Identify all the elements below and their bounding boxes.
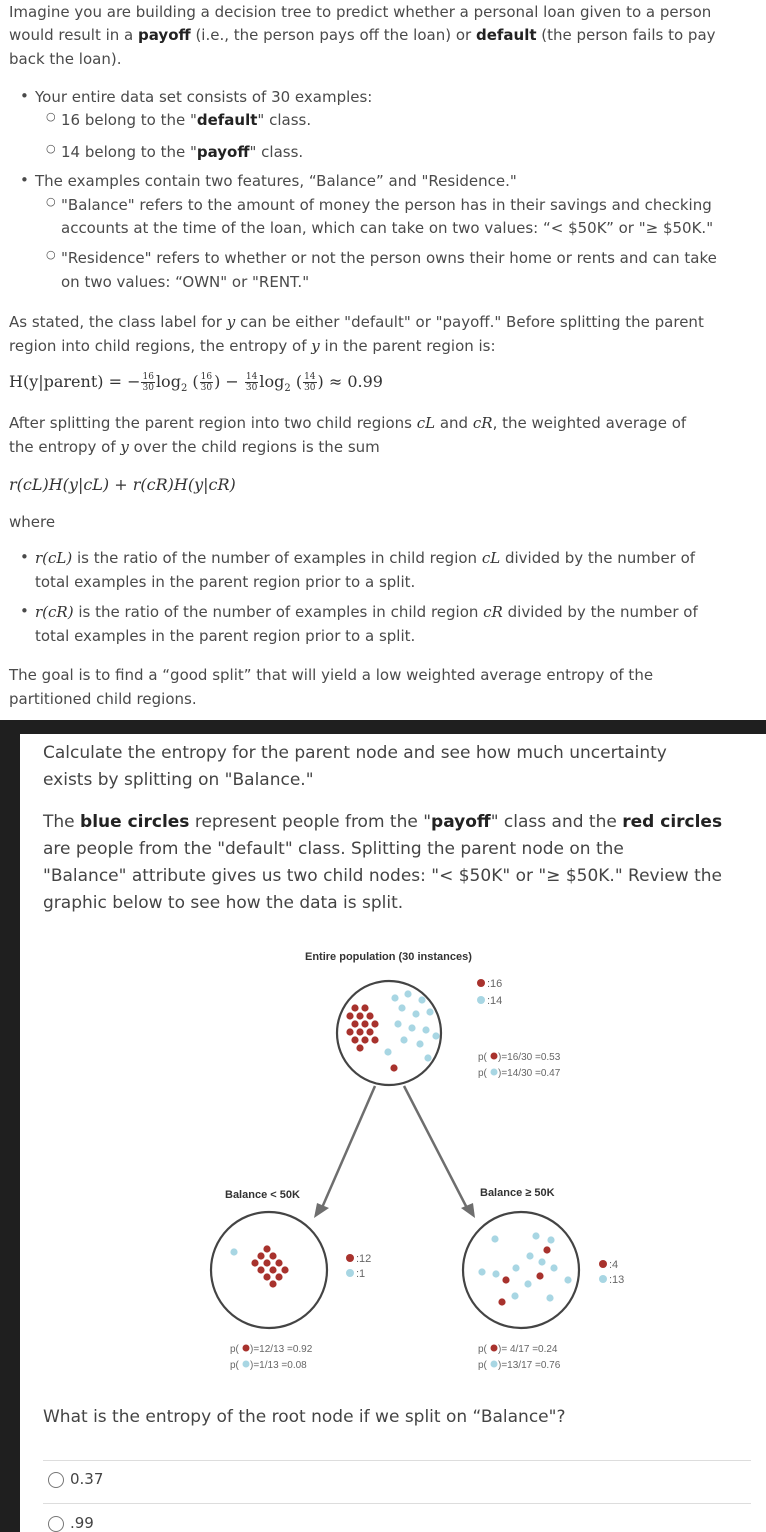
root-payoff-dot [408,1024,415,1031]
bullet-dot: • [20,548,29,566]
right-default-dot [502,1276,509,1283]
root-blue-count: :14 [487,995,503,1007]
right-payoff-dot [564,1276,571,1283]
root-p-red-dot [491,1053,498,1060]
right-payoff-dot [550,1264,557,1271]
option-label: .99 [70,1514,94,1532]
left-default-dot [275,1273,282,1280]
def-rcr-l2: total examples in the parent region prior to a split. [35,627,416,645]
sub-bullet: ○ [46,110,56,123]
goal-line-2: partitioned child regions. [9,690,197,708]
left-payoff-dot [230,1248,237,1255]
right-split-label: Balance ≥ 50K [480,1187,555,1199]
bullet-balance-l1: "Balance" refers to the amount of money the person has in their savings and checking [61,196,712,214]
root-default-dot [390,1064,397,1071]
root-payoff-dot [432,1032,439,1039]
def-rcr-l1: r(cR) is the ratio of the number of examples in child region cR divided by the number of [35,603,698,621]
section-divider [0,720,766,734]
bullet-payoff-count: 14 belong to the "payoff" class. [61,143,304,161]
card-legend-l1: The blue circles represent people from the "payoff" class and the red circles [43,812,723,832]
root-p-red-prefix: p( [478,1052,487,1063]
bullet-balance-l2: accounts at the time of the loan, which can take on two values: “< $50K” or "≥ $50K." [61,219,714,237]
formula-parent-entropy: H(y|parent) = − $\frac{16}{30}$ $\log_2$ ( $\frac{16}{30}$ ) − $\frac{14}{30}$ $\log_2$ ( $\frac{14}{30}$ ) ≈ 0.99 [9,372,383,395]
edge-left [321,1086,375,1210]
legend-red-dot [477,979,485,987]
left-blue-count: :1 [356,1268,366,1280]
left-p-red-prefix: p( [230,1344,239,1355]
arrow-right [461,1203,475,1218]
formula-weighted-entropy: r(cL)H(y|cL) + r(cR)H(y|cR) [9,475,236,494]
bullet-default-count: 16 belong to the "default" class. [61,111,312,129]
right-default-dot [543,1246,550,1253]
root-default-dot [361,1036,368,1043]
right-payoff-dot [491,1235,498,1242]
para-split-l2: the entropy of y over the child regions is the sum [9,438,380,456]
right-payoff-dot [532,1232,539,1239]
left-split-label: Balance < 50K [225,1189,300,1201]
root-default-dot [356,1028,363,1035]
para-class-label-l2: region into child regions, the entropy of y in the parent region is: [9,337,496,355]
left-legend-red-dot [346,1254,354,1262]
right-default-dot [536,1272,543,1279]
right-p-blue: )=13/17 =0.76 [498,1360,561,1371]
root-p-blue-prefix: p( [478,1068,487,1079]
bullet-dataset: Your entire data set consists of 30 examples: [35,88,373,106]
root-payoff-dot [418,996,425,1003]
sub-bullet: ○ [46,248,56,261]
right-p-red: )= 4/17 =0.24 [498,1344,558,1355]
left-p-blue: )=1/13 =0.08 [250,1360,307,1371]
root-default-dot [351,1004,358,1011]
right-payoff-dot [511,1292,518,1299]
root-p-blue-dot [491,1069,498,1076]
root-default-dot [371,1020,378,1027]
where-label: where [9,513,56,531]
root-payoff-dot [404,990,411,997]
root-payoff-dot [412,1010,419,1017]
root-payoff-dot [416,1040,423,1047]
sub-bullet: ○ [46,195,56,208]
right-blue-count: :13 [609,1274,625,1286]
card-left-border [0,720,20,1532]
bullet-dot: • [20,87,29,105]
root-default-dot [351,1036,358,1043]
root-red-count: :16 [487,978,503,990]
intro-line-3: back the loan). [9,50,122,68]
left-default-dot [263,1245,270,1252]
root-default-dot [356,1044,363,1051]
bullet-dot: • [20,602,29,620]
root-p-red: )=16/30 =0.53 [498,1052,561,1063]
intro-section [0,0,766,720]
goal-line-1: The goal is to find a “good split” that will yield a low weighted average entropy of the [9,666,654,684]
right-payoff-dot [538,1258,545,1265]
root-default-dot [346,1012,353,1019]
diagram-title: Entire population (30 instances) [305,951,472,963]
left-default-dot [263,1259,270,1266]
left-default-dot [275,1259,282,1266]
right-payoff-dot [512,1264,519,1271]
root-default-dot [351,1020,358,1027]
left-p-red: )=12/13 =0.92 [250,1344,313,1355]
root-payoff-dot [400,1036,407,1043]
left-legend-blue-dot [346,1269,354,1277]
left-child-node [211,1212,327,1328]
left-default-dot [251,1259,258,1266]
question-text: What is the entropy of the root node if we split on “Balance"? [43,1407,566,1427]
right-payoff-dot [478,1268,485,1275]
right-payoff-dot [547,1236,554,1243]
para-class-label-l1: As stated, the class label for y can be either "default" or "payoff." Before splitting the parent [9,313,704,331]
right-legend-red-dot [599,1260,607,1268]
right-payoff-dot [526,1252,533,1259]
right-payoff-dot [546,1294,553,1301]
divider [43,1503,751,1504]
right-payoff-dot [524,1280,531,1287]
root-default-dot [346,1028,353,1035]
card-legend-l3: "Balance" attribute gives us two child nodes: "< $50K" or "≥ $50K." Review the [43,866,723,886]
decision-tree-diagram [190,940,650,1380]
root-default-dot [361,1004,368,1011]
option-label: 0.37 [70,1470,104,1488]
right-payoff-dot [492,1270,499,1277]
answer-option-2[interactable] [48,1514,94,1532]
card-intro-l2: exists by splitting on "Balance." [43,770,314,790]
left-default-dot [269,1280,276,1287]
left-default-dot [257,1252,264,1259]
bullet-residence-l2: on two values: “OWN" or "RENT." [61,273,310,291]
bullet-features: The examples contain two features, “Balance” and "Residence." [35,172,517,190]
answer-option-1[interactable] [48,1470,103,1488]
left-default-dot [257,1266,264,1273]
left-default-dot [269,1252,276,1259]
root-default-dot [366,1028,373,1035]
root-payoff-dot [426,1008,433,1015]
bullet-residence-l1: "Residence" refers to whether or not the person owns their home or rents and can take [61,249,717,267]
root-default-dot [356,1012,363,1019]
root-payoff-dot [422,1026,429,1033]
def-rcl-l1: r(cL) is the ratio of the number of examples in child region cL divided by the number of [35,549,696,567]
root-default-dot [361,1020,368,1027]
intro-line-1: Imagine you are building a decision tree to predict whether a personal loan given to a person [9,3,712,21]
root-p-blue: )=14/30 =0.47 [498,1068,561,1079]
right-default-dot [498,1298,505,1305]
left-p-red-dot [243,1345,250,1352]
legend-blue-dot [477,996,485,1004]
divider [43,1460,751,1461]
right-p-blue-dot [491,1361,498,1368]
left-default-dot [263,1273,270,1280]
root-payoff-dot [391,994,398,1001]
edge-right [404,1086,468,1210]
bullet-dot: • [20,171,29,189]
card-legend-l4: graphic below to see how the data is split. [43,893,404,913]
right-red-count: :4 [609,1259,619,1271]
root-default-dot [371,1036,378,1043]
right-p-red-dot [491,1345,498,1352]
card-intro-l1: Calculate the entropy for the parent node and see how much uncertainty [43,743,667,763]
intro-line-2: would result in a payoff (i.e., the person pays off the loan) or default (the person fails to pay [9,26,716,44]
root-payoff-dot [394,1020,401,1027]
card-legend-l2: are people from the "default" class. Splitting the parent node on the [43,839,624,859]
left-default-dot [281,1266,288,1273]
right-p-blue-prefix: p( [478,1360,487,1371]
root-payoff-dot [424,1054,431,1061]
right-legend-blue-dot [599,1275,607,1283]
arrow-left [314,1203,329,1218]
sub-bullet: ○ [46,142,56,155]
left-p-blue-dot [243,1361,250,1368]
para-split-l1: After splitting the parent region into two child regions cL and cR, the weighted average of [9,414,687,432]
def-rcl-l2: total examples in the parent region prior to a split. [35,573,416,591]
root-payoff-dot [384,1048,391,1055]
radio-button[interactable] [48,1472,64,1488]
right-p-red-prefix: p( [478,1344,487,1355]
root-default-dot [366,1012,373,1019]
left-default-dot [269,1266,276,1273]
left-red-count: :12 [356,1253,372,1265]
left-p-blue-prefix: p( [230,1360,239,1371]
radio-button[interactable] [48,1516,64,1532]
root-payoff-dot [398,1004,405,1011]
